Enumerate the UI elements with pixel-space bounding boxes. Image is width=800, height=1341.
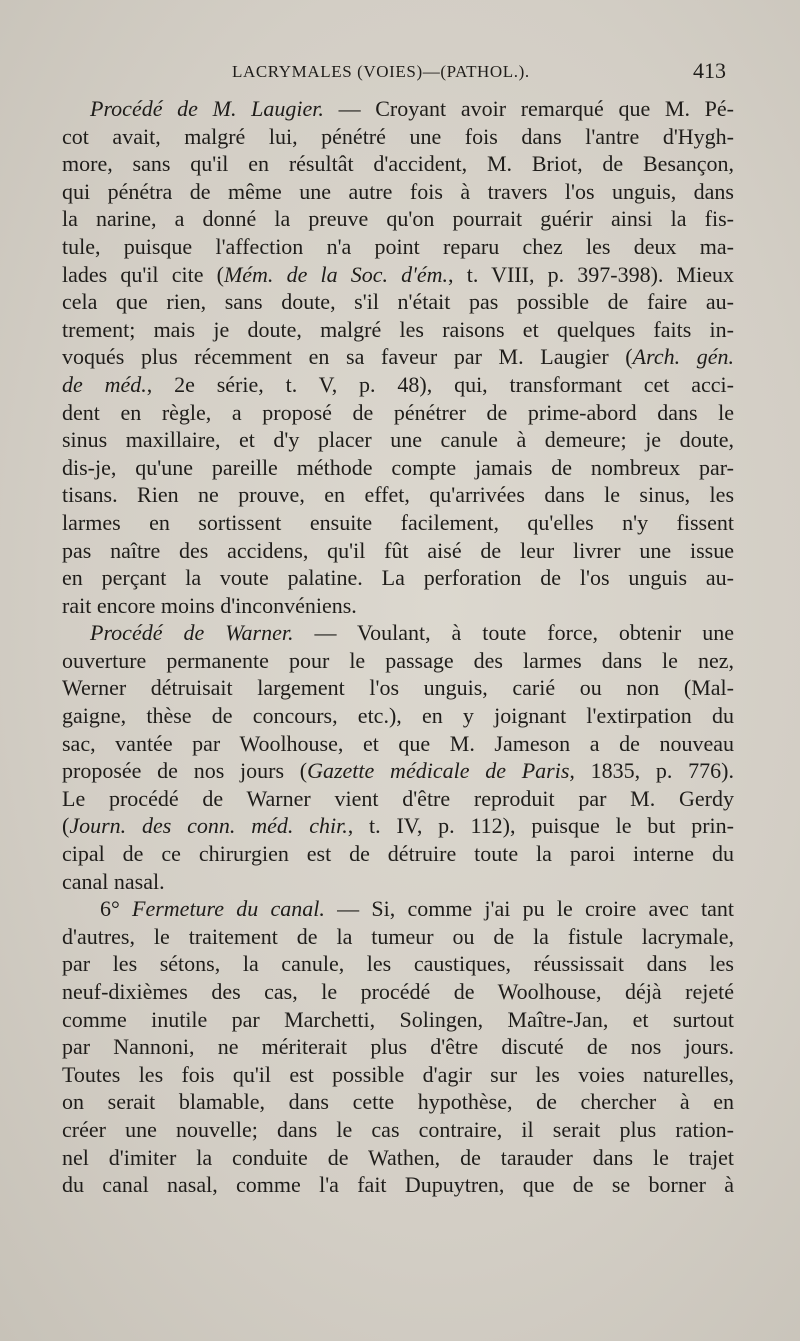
text-line	[62, 454, 734, 482]
text-run: la narine, a donné la preuve qu'on pourrait guérir ainsi la fis-	[62, 206, 734, 232]
text-line	[62, 592, 734, 620]
text-line	[62, 261, 734, 289]
italic-text: Procédé de M. Laugier.	[90, 96, 324, 121]
text-line	[62, 950, 734, 978]
text-line	[62, 619, 734, 647]
text-run: — Croyant avoir remarqué que M. Pé-	[323, 96, 734, 121]
text-line	[62, 316, 734, 344]
italic-text: de méd.	[62, 371, 147, 397]
text-line	[62, 178, 734, 206]
text-run: , t. VIII, p. 397-398). Mieux	[448, 261, 734, 287]
text-run: voqués plus récemment en sa faveur par M. Laugier (	[62, 344, 633, 370]
text-line	[62, 978, 734, 1006]
text-line	[62, 537, 734, 565]
text-run: d'autres, le traitement de la tumeur ou de la fistule lacrymale,	[62, 923, 734, 949]
text-run: trement; mais je doute, malgré les raisons et quelques faits in-	[62, 316, 734, 342]
text-line	[62, 868, 734, 896]
text-run: , t. IV, p. 112), puisque le but prin-	[347, 813, 734, 839]
italic-text: Gazette médicale de Paris,	[307, 758, 575, 784]
text-run: dis-je, qu'une pareille méthode compte jamais de nombreux par-	[62, 454, 734, 480]
text-line	[62, 1033, 734, 1061]
text-run: Werner détruisait largement l'os unguis, carié ou non (Mal-	[62, 675, 734, 701]
text-run: Le procédé de Warner vient d'être reproduit par M. Gerdy	[62, 785, 734, 811]
text-line	[62, 233, 734, 261]
italic-text: Procédé de Warner.	[90, 620, 294, 646]
text-line	[62, 702, 734, 730]
text-line	[62, 95, 734, 123]
text-run: rait encore moins d'inconvéniens.	[62, 592, 357, 618]
text-line	[62, 1116, 734, 1144]
text-line	[62, 757, 734, 785]
text-run: par Nannoni, ne mériterait plus d'être discuté de nos jours.	[62, 1034, 734, 1060]
text-line	[62, 509, 734, 537]
page-header	[0, 58, 800, 88]
text-line	[62, 1171, 734, 1199]
text-line	[62, 1088, 734, 1116]
text-line	[62, 426, 734, 454]
text-run: nel d'imiter la conduite de Wathen, de tarauder dans le trajet	[62, 1144, 734, 1170]
text-run: proposée de nos jours (	[62, 758, 308, 784]
text-run: — Voulant, à toute force, obtenir une	[293, 620, 734, 646]
text-line	[62, 123, 734, 151]
text-run: du canal nasal, comme l'a fait Dupuytren, que de se borner à	[62, 1172, 734, 1198]
text-run: 6°	[100, 896, 133, 922]
text-run: , 2e série, t. V, p. 48), qui, transformant cet acci-	[146, 371, 734, 397]
text-line	[62, 1144, 734, 1172]
text-line	[62, 674, 734, 702]
text-run: sinus maxillaire, et d'y placer une canule à demeure; je doute,	[62, 427, 734, 453]
text-run: comme inutile par Marchetti, Solingen, Maître-Jan, et surtout	[62, 1006, 734, 1032]
text-run: dent en règle, a proposé de pénétrer de prime-abord dans le	[62, 399, 734, 425]
text-run: canal nasal.	[62, 868, 165, 894]
text-run: more, sans qu'il en résultât d'accident, M. Briot, de Besançon,	[62, 151, 734, 177]
text-run: cela que rien, sans doute, s'il n'était pas possible de faire au-	[62, 289, 734, 315]
italic-text: Fermeture du canal.	[132, 896, 325, 922]
text-run: — Si, comme j'ai pu le croire avec tant	[324, 896, 734, 922]
page-number: 413	[693, 58, 726, 83]
text-line	[62, 895, 734, 923]
italic-text: Mém. de la Soc. d'ém.	[223, 261, 449, 287]
text-run: créer une nouvelle; dans le cas contraire, il serait plus ration-	[62, 1116, 734, 1142]
text-run: cot avait, malgré lui, pénétré une fois dans l'antre d'Hygh-	[62, 123, 734, 149]
text-run: en perçant la voute palatine. La perforation de l'os unguis au-	[62, 565, 734, 591]
text-line	[62, 785, 734, 813]
text-line	[62, 730, 734, 758]
text-line	[62, 923, 734, 951]
text-run: larmes en sortissent ensuite facilement, qu'elles n'y fissent	[62, 509, 734, 535]
text-line	[62, 288, 734, 316]
text-run: ouverture permanente pour le passage des larmes dans le nez,	[62, 647, 734, 673]
text-run: tule, puisque l'affection n'a point reparu chez les deux ma-	[62, 233, 734, 259]
text-line	[62, 371, 734, 399]
text-run: gaigne, thèse de concours, etc.), en y joignant l'extirpation du	[62, 703, 734, 729]
text-line	[62, 564, 734, 592]
text-run: cipal de ce chirurgien est de détruire toute la paroi interne du	[62, 841, 734, 867]
text-line	[62, 399, 734, 427]
text-run: lades qu'il cite (	[62, 261, 224, 287]
text-run: pas naître des accidens, qu'il fût aisé de leur livrer une issue	[62, 537, 734, 563]
italic-text: Arch. gén.	[632, 344, 734, 370]
text-line	[62, 1061, 734, 1089]
text-run: neuf-dixièmes des cas, le procédé de Woolhouse, déjà rejeté	[62, 979, 734, 1004]
italic-text: Journ. des conn. méd. chir.	[69, 813, 348, 839]
text-run: on serait blamable, dans cette hypothèse, de chercher à en	[62, 1089, 734, 1115]
text-line	[62, 1006, 734, 1034]
text-run: Toutes les fois qu'il est possible d'agir sur les voies naturelles,	[62, 1061, 734, 1087]
text-run: par les sétons, la canule, les caustiques, réussissait dans les	[62, 951, 734, 977]
text-line	[62, 812, 734, 840]
running-head: LACRYMALES (VOIES)—(PATHOL.).	[232, 62, 530, 81]
text-run: 1835, p. 776).	[574, 758, 734, 784]
text-run: tisans. Rien ne prouve, en effet, qu'arrivées dans le sinus, les	[62, 482, 734, 508]
text-line	[62, 343, 734, 371]
text-line	[62, 150, 734, 178]
text-line	[62, 205, 734, 233]
body-text	[62, 95, 734, 1199]
text-line	[62, 481, 734, 509]
text-line	[62, 840, 734, 868]
text-line	[62, 647, 734, 675]
text-run: qui pénétra de même une autre fois à travers l'os unguis, dans	[62, 178, 734, 204]
text-run: (	[62, 813, 70, 839]
text-run: sac, vantée par Woolhouse, et que M. Jameson a de nouveau	[62, 730, 734, 756]
